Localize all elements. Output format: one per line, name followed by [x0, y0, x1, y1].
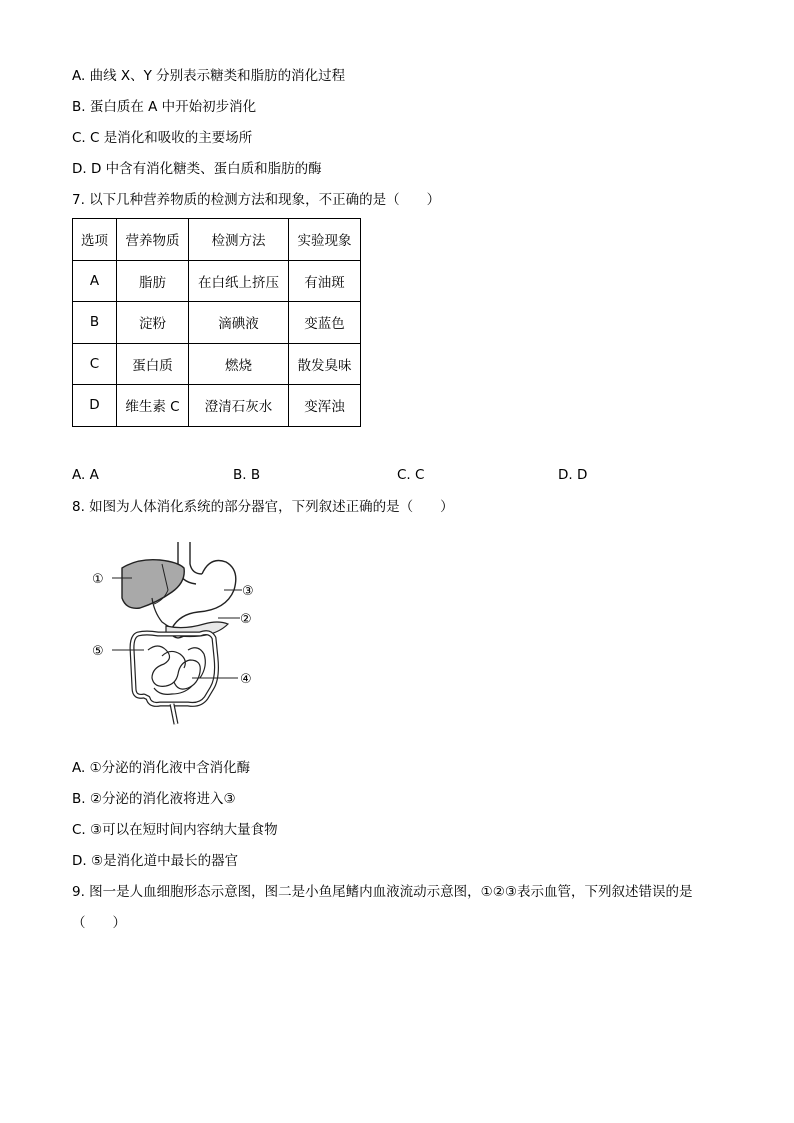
q9-stem-line1: 9. 图一是人血细胞形态示意图，图二是小鱼尾鳍内血液流动示意图，①②③表示血管，下列叙述错误的是: [72, 884, 693, 900]
table-cell: 淀粉: [117, 302, 189, 344]
digestive-system-diagram: [88, 538, 268, 728]
table-cell: 澄清石灰水: [189, 385, 289, 427]
table-cell: 变蓝色: [289, 302, 361, 344]
q7-option-d: D. D: [558, 467, 588, 483]
table-cell: 散发臭味: [289, 343, 361, 385]
q9-stem-line2: （ ）: [72, 915, 126, 931]
table-cell: 在白纸上挤压: [189, 260, 289, 302]
q6-option-a: A. 曲线 X、Y 分别表示糖类和脂肪的消化过程: [72, 68, 346, 84]
table-cell: 燃烧: [189, 343, 289, 385]
label-3: ③: [242, 584, 254, 599]
table-header-cell: 选项: [73, 219, 117, 261]
table-cell: 变浑浊: [289, 385, 361, 427]
table-row: [73, 385, 361, 427]
q8-option-a: A. ①分泌的消化液中含消化酶: [72, 760, 251, 776]
table-cell: 脂肪: [117, 260, 189, 302]
label-5: ⑤: [92, 644, 104, 659]
table-cell: 有油斑: [289, 260, 361, 302]
table-header-cell: 实验现象: [289, 219, 361, 261]
table-header-row: [73, 219, 361, 261]
q8-stem: 8. 如图为人体消化系统的部分器官，下列叙述正确的是（ ）: [72, 499, 454, 515]
table-cell: 维生素 C: [117, 385, 189, 427]
q8-option-b: B. ②分泌的消化液将进入③: [72, 791, 236, 807]
q8-option-d: D. ⑤是消化道中最长的器官: [72, 853, 239, 869]
q7-stem: 7. 以下几种营养物质的检测方法和现象，不正确的是（ ）: [72, 192, 441, 208]
q7-option-a: A. A: [72, 467, 99, 483]
table-cell: 滴碘液: [189, 302, 289, 344]
q7-option-c: C. C: [397, 467, 425, 483]
table-cell: 蛋白质: [117, 343, 189, 385]
label-4: ④: [240, 672, 252, 687]
table-row: [73, 343, 361, 385]
table-cell: A: [73, 260, 117, 302]
table-row: [73, 260, 361, 302]
table-cell: C: [73, 343, 117, 385]
q6-option-d: D. D 中含有消化糖类、蛋白质和脂肪的酶: [72, 161, 322, 177]
q7-table: [72, 218, 361, 427]
label-2: ②: [240, 612, 252, 627]
table-header-cell: 检测方法: [189, 219, 289, 261]
label-1: ①: [92, 572, 104, 587]
table-cell: B: [73, 302, 117, 344]
q6-option-b: B. 蛋白质在 A 中开始初步消化: [72, 99, 257, 115]
q6-option-c: C. C 是消化和吸收的主要场所: [72, 130, 253, 146]
table-row: [73, 302, 361, 344]
table-header-cell: 营养物质: [117, 219, 189, 261]
q8-option-c: C. ③可以在短时间内容纳大量食物: [72, 822, 278, 838]
table-cell: D: [73, 385, 117, 427]
q7-option-b: B. B: [233, 467, 261, 483]
